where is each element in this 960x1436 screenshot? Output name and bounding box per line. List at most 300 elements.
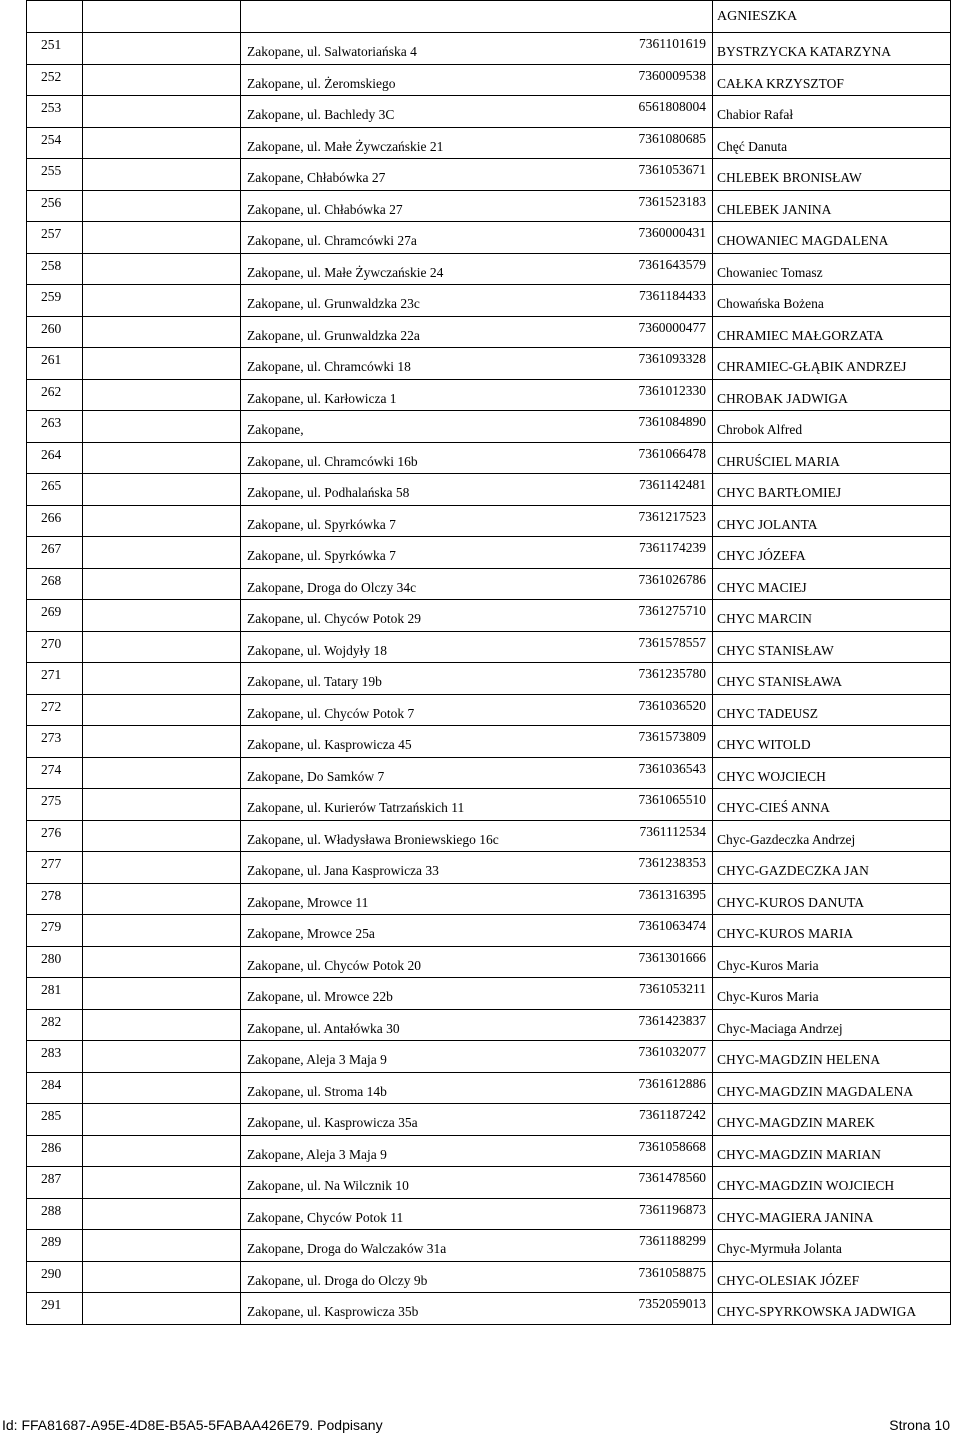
row-number-cell	[27, 726, 83, 758]
row-number-cell	[27, 694, 83, 726]
name-text: CHYC-OLESIAK JÓZEF	[717, 1272, 860, 1288]
header-phone-cell	[241, 1, 713, 33]
name-cell	[713, 190, 951, 222]
name-text: CHLEBEK BRONISŁAW	[717, 170, 862, 185]
address-cell	[83, 33, 713, 65]
name-cell	[713, 694, 951, 726]
address-cell	[83, 915, 713, 947]
phone-text: 7361196873	[639, 1201, 706, 1217]
row-number: 267	[41, 541, 62, 556]
name-cell	[713, 915, 951, 947]
phone-text: 7360000477	[638, 319, 706, 335]
column-divider	[240, 1199, 241, 1230]
address-text: Zakopane, ul. Chramcówki 27a	[247, 233, 417, 248]
name-text: CHYC-MAGDZIN WOJCIECH	[717, 1178, 895, 1193]
table-row	[27, 631, 951, 663]
row-number-cell	[27, 1198, 83, 1230]
table-row	[27, 1230, 951, 1262]
address-text: Zakopane, ul. Na Wilcznik 10	[247, 1178, 409, 1193]
row-number: 286	[41, 1139, 62, 1155]
name-cell	[713, 1167, 951, 1199]
address-cell	[83, 1261, 713, 1293]
name-cell	[713, 1072, 951, 1104]
address-cell	[83, 789, 713, 821]
column-divider	[240, 632, 241, 663]
name-cell	[713, 33, 951, 65]
phone-text: 7361612886	[638, 1075, 706, 1091]
table-row	[27, 1135, 951, 1167]
address-cell	[83, 631, 713, 663]
column-divider	[240, 222, 241, 253]
address-cell	[83, 411, 713, 443]
column-divider	[240, 1073, 241, 1104]
name-cell	[713, 663, 951, 695]
address-text: Zakopane, ul. Małe Żywczańskie 21	[247, 138, 444, 154]
row-number-cell	[27, 1072, 83, 1104]
table-row	[27, 411, 951, 443]
row-number: 255	[41, 163, 62, 178]
address-cell	[83, 96, 713, 128]
row-number: 264	[41, 446, 62, 462]
name-text: Chrobok Alfred	[717, 422, 803, 437]
table-row	[27, 978, 951, 1010]
address-cell	[83, 537, 713, 569]
row-number: 275	[41, 793, 62, 808]
address-text: Zakopane, ul. Kasprowicza 45	[247, 737, 412, 752]
name-text: Chabior Rafał	[717, 107, 794, 122]
row-number-cell	[27, 757, 83, 789]
address-cell	[83, 64, 713, 96]
name-text: CHYC-CIEŚ ANNA	[717, 800, 830, 815]
row-number: 271	[41, 667, 62, 682]
address-text: Zakopane, Aleja 3 Maja 9	[247, 1146, 387, 1162]
name-cell	[713, 348, 951, 380]
table-row	[27, 1167, 951, 1199]
row-number-cell	[27, 505, 83, 537]
address-cell	[83, 1230, 713, 1262]
row-number-cell	[27, 789, 83, 821]
row-number: 280	[41, 950, 62, 966]
row-number: 263	[41, 415, 62, 430]
address-text: Zakopane, ul. Jana Kasprowicza 33	[247, 863, 439, 878]
column-divider	[240, 600, 241, 631]
table-row	[27, 568, 951, 600]
address-cell	[83, 1009, 713, 1041]
phone-text: 7361012330	[638, 382, 706, 398]
name-cell	[713, 568, 951, 600]
name-text: CHYC WOJCIECH	[717, 768, 826, 784]
column-divider	[240, 1230, 241, 1261]
name-cell	[713, 1293, 951, 1325]
name-cell	[713, 820, 951, 852]
table-row	[27, 64, 951, 96]
name-text: CHYC-SPYRKOWSKA JADWIGA	[717, 1304, 917, 1319]
name-text: Chęć Danuta	[717, 138, 788, 154]
table-row	[27, 820, 951, 852]
column-divider	[240, 128, 241, 159]
name-text: Chowaniec Tomasz	[717, 264, 823, 280]
row-number-cell	[27, 946, 83, 978]
name-cell	[713, 757, 951, 789]
table-row	[27, 852, 951, 884]
table-row	[27, 663, 951, 695]
column-divider	[240, 411, 241, 442]
phone-text: 7361026786	[638, 571, 706, 587]
name-cell	[713, 159, 951, 191]
table-row	[27, 1009, 951, 1041]
phone-text: 7352059013	[638, 1296, 706, 1311]
address-text: Zakopane, ul. Salwatoriańska 4	[247, 44, 417, 59]
name-text: CHYC JÓZEFA	[717, 548, 806, 563]
name-cell	[713, 1104, 951, 1136]
address-cell	[83, 159, 713, 191]
phone-text: 7361058668	[638, 1138, 706, 1154]
row-number: 265	[41, 478, 62, 493]
row-number-cell	[27, 222, 83, 254]
phone-text: 7361301666	[638, 949, 706, 965]
name-text: CAŁKA KRZYSZTOF	[717, 75, 844, 91]
phone-text: 7361184433	[639, 288, 706, 303]
name-text: Chyc-Kuros Maria	[717, 989, 819, 1004]
row-number-cell	[27, 127, 83, 159]
column-divider	[240, 1167, 241, 1198]
row-number-cell	[27, 1261, 83, 1293]
name-cell	[713, 946, 951, 978]
table-body	[27, 1, 951, 1325]
address-text: Zakopane, Mrowce 25a	[247, 926, 375, 941]
table-row	[27, 600, 951, 632]
column-divider	[240, 317, 241, 348]
column-divider	[240, 852, 241, 883]
name-cell	[713, 127, 951, 159]
column-divider	[240, 1010, 241, 1041]
phone-text: 7361053671	[638, 162, 706, 177]
address-text: Zakopane,	[247, 422, 304, 437]
row-number: 291	[41, 1297, 62, 1312]
address-cell	[83, 568, 713, 600]
column-divider	[240, 1041, 241, 1072]
name-text: CHYC-MAGDZIN HELENA	[717, 1052, 881, 1067]
column-divider	[240, 726, 241, 757]
row-number: 290	[41, 1265, 62, 1281]
table-row	[27, 946, 951, 978]
name-cell	[713, 726, 951, 758]
address-cell	[83, 1135, 713, 1167]
name-text: CHYC STANISŁAW	[717, 642, 834, 658]
row-number-cell	[27, 568, 83, 600]
row-number: 278	[41, 887, 62, 903]
table-row	[27, 1198, 951, 1230]
address-text: Zakopane, ul. Tatary 19b	[247, 674, 382, 689]
phone-text: 7361478560	[638, 1170, 706, 1185]
name-text: BYSTRZYCKA KATARZYNA	[717, 44, 892, 59]
phone-text: 7361235780	[638, 666, 706, 681]
table-row	[27, 694, 951, 726]
row-number-cell	[27, 474, 83, 506]
address-cell	[83, 442, 713, 474]
phone-text: 7361316395	[638, 886, 706, 902]
table-header-row	[27, 1, 951, 33]
table-row	[27, 33, 951, 65]
name-text: Chowańska Bożena	[717, 296, 824, 311]
name-text: CHYC-MAGDZIN MAREK	[717, 1115, 875, 1130]
row-number-cell	[27, 663, 83, 695]
table-row	[27, 915, 951, 947]
row-number: 261	[41, 352, 62, 367]
table-row	[27, 789, 951, 821]
row-number: 266	[41, 509, 62, 525]
row-number: 260	[41, 320, 62, 336]
name-cell	[713, 789, 951, 821]
phone-text: 7361423837	[638, 1012, 706, 1028]
name-text: CHYC-KUROS MARIA	[717, 926, 854, 941]
phone-text: 7361080685	[638, 130, 706, 146]
column-divider	[240, 191, 241, 222]
name-text: CHYC MACIEJ	[717, 579, 807, 595]
name-cell	[713, 474, 951, 506]
phone-text: 6561808004	[638, 99, 706, 114]
row-number-cell	[27, 883, 83, 915]
row-number-cell	[27, 316, 83, 348]
address-text: Zakopane, ul. Małe Żywczańskie 24	[247, 264, 444, 280]
name-text: CHYC-KUROS DANUTA	[717, 894, 865, 910]
row-number: 282	[41, 1013, 62, 1029]
address-cell	[83, 1198, 713, 1230]
name-text: CHYC-MAGDZIN MARIAN	[717, 1146, 881, 1162]
row-number-cell	[27, 1167, 83, 1199]
name-cell	[713, 505, 951, 537]
name-cell	[713, 316, 951, 348]
column-divider	[240, 915, 241, 946]
table-row	[27, 1104, 951, 1136]
address-text: Zakopane, Droga do Olczy 34c	[247, 579, 417, 595]
header-number-cell	[27, 1, 83, 33]
phone-text: 7360000431	[638, 225, 706, 240]
address-text: Zakopane, ul. Chramcówki 16b	[247, 453, 418, 469]
row-number: 274	[41, 761, 62, 777]
phone-text: 7361187242	[639, 1107, 706, 1122]
address-text: Zakopane, ul. Chyców Potok 20	[247, 957, 421, 973]
row-number-cell	[27, 600, 83, 632]
row-number-cell	[27, 64, 83, 96]
column-divider	[240, 443, 241, 474]
row-number: 277	[41, 856, 62, 871]
address-cell	[83, 285, 713, 317]
address-text: Zakopane, ul. Chłabówka 27	[247, 201, 403, 217]
row-number-cell	[27, 978, 83, 1010]
row-number: 269	[41, 604, 62, 619]
row-number-cell	[27, 442, 83, 474]
column-divider	[240, 1136, 241, 1167]
name-cell	[713, 1009, 951, 1041]
column-divider	[240, 789, 241, 820]
table-row	[27, 253, 951, 285]
address-text: Zakopane, ul. Kurierów Tatrzańskich 11	[247, 800, 465, 815]
name-text: CHLEBEK JANINA	[717, 201, 832, 217]
column-divider	[240, 159, 241, 190]
row-number: 257	[41, 226, 62, 241]
row-number: 288	[41, 1202, 62, 1218]
address-text: Zakopane, ul. Mrowce 22b	[247, 989, 393, 1004]
row-number-cell	[27, 1230, 83, 1262]
column-divider	[240, 978, 241, 1009]
phone-text: 7361217523	[638, 508, 706, 524]
phone-text: 7361066478	[638, 445, 706, 461]
phone-text: 7361065510	[638, 792, 706, 807]
phone-text: 7361578557	[638, 634, 706, 650]
row-number-cell	[27, 33, 83, 65]
column-divider	[240, 1104, 241, 1135]
phone-text: 7361093328	[638, 351, 706, 366]
table-row	[27, 285, 951, 317]
column-divider	[240, 695, 241, 726]
address-text: Zakopane, Aleja 3 Maja 9	[247, 1052, 387, 1067]
page-number-text: Strona 10	[889, 1417, 950, 1433]
phone-text: 7361174239	[639, 540, 706, 555]
phone-text: 7361188299	[639, 1233, 706, 1248]
column-divider	[240, 758, 241, 789]
phone-text: 7361112534	[639, 823, 706, 839]
row-number: 254	[41, 131, 62, 147]
name-text: Chyc-Kuros Maria	[717, 957, 819, 973]
address-text: Zakopane, ul. Chyców Potok 29	[247, 611, 421, 626]
name-text: CHRUŚCIEL MARIA	[717, 453, 840, 469]
row-number-cell	[27, 915, 83, 947]
name-cell	[713, 631, 951, 663]
row-number: 285	[41, 1108, 62, 1123]
address-text: Zakopane, ul. Władysława Broniewskiego 16c	[247, 831, 499, 847]
row-number: 270	[41, 635, 62, 651]
column-divider	[240, 506, 241, 537]
table-row	[27, 442, 951, 474]
address-cell	[83, 694, 713, 726]
name-cell	[713, 537, 951, 569]
row-number: 258	[41, 257, 62, 273]
row-number-cell	[27, 631, 83, 663]
address-cell	[83, 852, 713, 884]
address-text: Zakopane, Mrowce 11	[247, 894, 369, 910]
table-row	[27, 348, 951, 380]
row-number-cell	[27, 537, 83, 569]
address-text: Zakopane, ul. Grunwaldzka 23c	[247, 296, 420, 311]
header-empty-cell	[83, 1, 241, 33]
header-name-continuation: AGNIESZKA	[717, 9, 798, 24]
name-text: CHYC BARTŁOMIEJ	[717, 485, 842, 500]
address-text: Zakopane, ul. Karłowicza 1	[247, 390, 397, 406]
phone-text: 7361142481	[639, 477, 706, 492]
name-cell	[713, 1041, 951, 1073]
phone-text: 7361275710	[638, 603, 706, 618]
address-text: Zakopane, ul. Żeromskiego	[247, 75, 396, 91]
row-number: 279	[41, 919, 62, 934]
address-cell	[83, 600, 713, 632]
address-text: Zakopane, ul. Antałówka 30	[247, 1020, 400, 1036]
name-text: CHROBAK JADWIGA	[717, 390, 848, 406]
address-cell	[83, 1041, 713, 1073]
address-text: Zakopane, Chyców Potok 11	[247, 1209, 404, 1225]
name-text: CHRAMIEC-GŁĄBIK ANDRZEJ	[717, 359, 907, 374]
name-cell	[713, 222, 951, 254]
table-row	[27, 190, 951, 222]
column-divider	[240, 474, 241, 505]
row-number: 283	[41, 1045, 62, 1060]
name-text: Chyc-Maciaga Andrzej	[717, 1020, 843, 1036]
name-text: CHYC WITOLD	[717, 737, 811, 752]
address-text: Zakopane, ul. Stroma 14b	[247, 1083, 387, 1099]
name-cell	[713, 411, 951, 443]
name-text: Chyc-Myrmuła Jolanta	[717, 1241, 842, 1256]
name-cell	[713, 978, 951, 1010]
row-number: 289	[41, 1234, 62, 1249]
voter-list-table	[26, 0, 951, 1325]
address-cell	[83, 883, 713, 915]
name-cell	[713, 1261, 951, 1293]
row-number-cell	[27, 1104, 83, 1136]
column-divider	[240, 65, 241, 96]
name-cell	[713, 600, 951, 632]
row-number: 268	[41, 572, 62, 588]
name-text: CHYC-MAGIERA JANINA	[717, 1209, 874, 1225]
address-text: Zakopane, ul. Spyrkówka 7	[247, 516, 396, 532]
address-cell	[83, 505, 713, 537]
column-divider	[240, 285, 241, 316]
row-number-cell	[27, 1293, 83, 1325]
table-row	[27, 726, 951, 758]
name-text: CHYC-MAGDZIN MAGDALENA	[717, 1083, 914, 1099]
row-number: 281	[41, 982, 62, 997]
row-number: 252	[41, 68, 62, 84]
row-number: 259	[41, 289, 62, 304]
name-text: CHOWANIEC MAGDALENA	[717, 233, 889, 248]
name-text: CHYC STANISŁAWA	[717, 674, 842, 689]
table-row	[27, 757, 951, 789]
row-number-cell	[27, 190, 83, 222]
address-cell	[83, 1167, 713, 1199]
address-text: Zakopane, ul. Spyrkówka 7	[247, 548, 396, 563]
row-number-cell	[27, 1009, 83, 1041]
column-divider	[240, 380, 241, 411]
row-number: 287	[41, 1171, 62, 1186]
phone-text: 7361573809	[638, 729, 706, 744]
phone-text: 7361523183	[638, 193, 706, 209]
phone-text: 7361058875	[638, 1264, 706, 1280]
column-divider	[240, 569, 241, 600]
phone-text: 7361053211	[639, 981, 706, 996]
row-number-cell	[27, 852, 83, 884]
row-number-cell	[27, 348, 83, 380]
table-row	[27, 537, 951, 569]
column-divider	[240, 96, 241, 127]
row-number-cell	[27, 285, 83, 317]
table-row	[27, 222, 951, 254]
name-text: CHYC TADEUSZ	[717, 705, 819, 721]
name-text: CHYC MARCIN	[717, 611, 812, 626]
row-number: 272	[41, 698, 62, 714]
address-text: Zakopane, ul. Wojdyły 18	[247, 642, 388, 658]
name-cell	[713, 442, 951, 474]
address-cell	[83, 1104, 713, 1136]
address-cell	[83, 663, 713, 695]
address-cell	[83, 379, 713, 411]
table-row	[27, 159, 951, 191]
row-number: 284	[41, 1076, 62, 1092]
column-divider	[240, 1262, 241, 1293]
address-cell	[83, 127, 713, 159]
address-text: Zakopane, Do Samków 7	[247, 768, 385, 784]
name-cell	[713, 379, 951, 411]
name-cell	[713, 64, 951, 96]
phone-text: 7361036543	[638, 760, 706, 776]
